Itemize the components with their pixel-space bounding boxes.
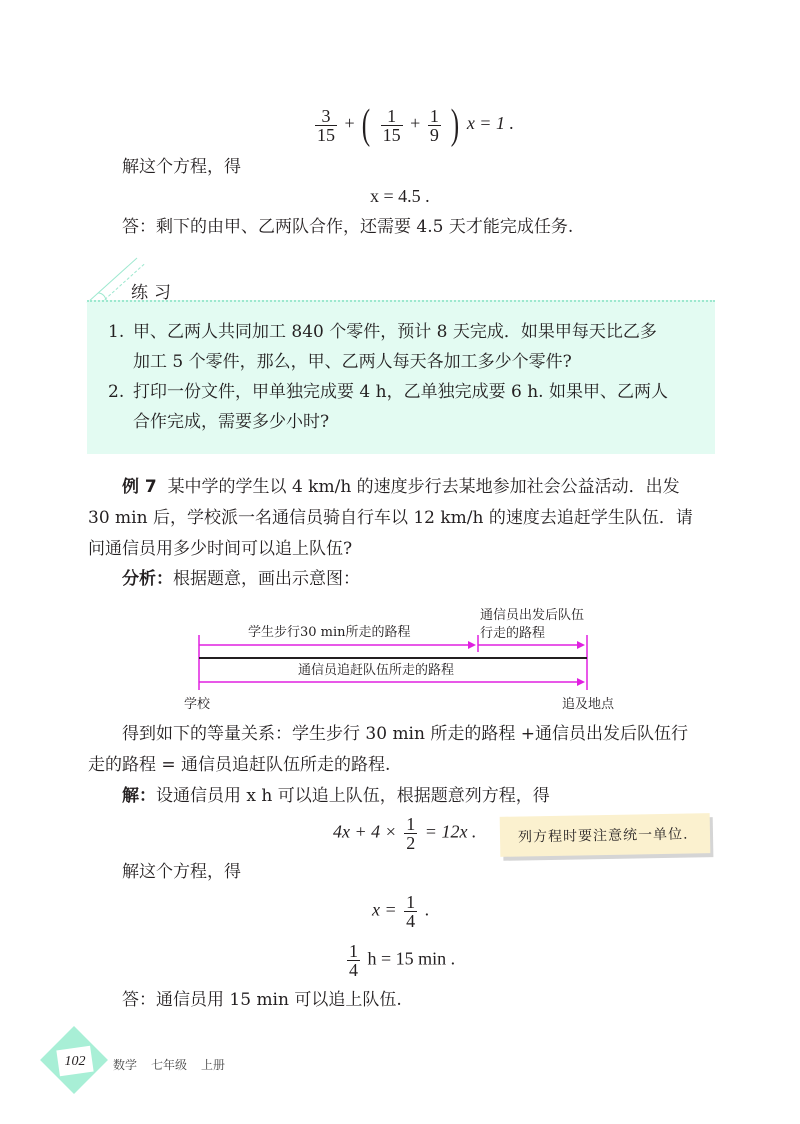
practice-item-1-line1: 甲、乙两人共同加工 840 个零件，预计 8 天完成．如果甲每天比乙多 xyxy=(133,322,657,342)
example-7-line2: 30 min 后，学校派一名通信员骑自行车以 12 km/h 的速度去追赶学生队伍．请 xyxy=(88,508,693,528)
start-label: 学校 xyxy=(184,697,211,712)
example-7-line1: 例 7 某中学的学生以 4 km/h 的速度步行去某地参加社会公益活动．出发 xyxy=(122,477,680,497)
practice-title: 练习 xyxy=(131,283,177,303)
solution-result: x = $\frac{1}{4}$ . xyxy=(372,892,430,931)
segment2-label-line2: 行走的路程 xyxy=(480,626,546,641)
unit-conversion: $\frac{1}{4}$ h = 15 min . xyxy=(349,941,456,980)
relation-line1: 得到如下的等量关系：学生步行 30 min 所走的路程 +通信员出发后队伍行 xyxy=(122,724,688,744)
fraction: $\frac{1}{9}$ xyxy=(429,105,439,145)
practice-item-1-line2: 加工 5 个零件，那么，甲、乙两人每天各加工多少个零件? xyxy=(133,352,572,372)
tip-note xyxy=(500,813,711,857)
practice-item-2-number: 2. xyxy=(108,382,125,402)
page-number: 102 xyxy=(64,1054,86,1069)
example-label: 例 7 xyxy=(122,477,157,497)
solve-line: 解这个方程，得 xyxy=(122,157,241,177)
segment2-label-line1: 通信员出发后队伍 xyxy=(480,608,585,623)
solution-intro: 解：设通信员用 x h 可以追上队伍，根据题意列方程，得 xyxy=(122,786,550,806)
answer-line: 答：剩下的由甲、乙两队合作，还需要 4.5 天才能完成任务. xyxy=(122,217,574,237)
fraction: $\frac{1}{2}$ xyxy=(406,814,416,853)
analysis-line: 分析：根据题意，画出示意图： xyxy=(122,569,360,589)
example-7-line3: 问通信员用多少时间可以追上队伍? xyxy=(88,539,353,559)
fraction: $\frac{3}{15}$ xyxy=(317,105,335,145)
segment3-label: 通信员追赶队伍所走的路程 xyxy=(298,663,455,678)
segment1-label: 学生步行30 min所走的路程 xyxy=(248,625,411,640)
fraction: $\frac{1}{4}$ xyxy=(406,892,416,931)
distance-diagram xyxy=(180,600,630,710)
result-equation: x = 4.5 . xyxy=(370,186,430,206)
top-equation: $\frac{3}{15}$ + ( $\frac{1}{15}$ + $\frac{1}{9}$ ) x = 1 . xyxy=(317,102,514,148)
solution-equation: 4x + 4 × $\frac{1}{2}$ = 12x . xyxy=(333,814,477,853)
fraction: $\frac{1}{4}$ xyxy=(349,941,358,980)
solution-answer: 答：通信员用 15 min 可以追上队伍. xyxy=(122,990,402,1010)
solution-solve-line: 解这个方程，得 xyxy=(122,862,241,882)
practice-item-2-line2: 合作完成，需要多少小时? xyxy=(133,412,330,432)
end-label: 追及地点 xyxy=(562,697,615,712)
book-title: 数学 七年级 上册 xyxy=(113,1058,226,1072)
fraction: $\frac{1}{15}$ xyxy=(382,105,401,145)
practice-item-2-line1: 打印一份文件，甲单独完成要 4 h，乙单独完成要 6 h. 如果甲、乙两人 xyxy=(133,382,668,402)
tip-text: 列方程时要注意统一单位. xyxy=(517,826,689,846)
relation-line2: 走的路程 = 通信员追赶队伍所走的路程. xyxy=(88,755,391,775)
practice-item-1-number: 1. xyxy=(108,322,125,342)
